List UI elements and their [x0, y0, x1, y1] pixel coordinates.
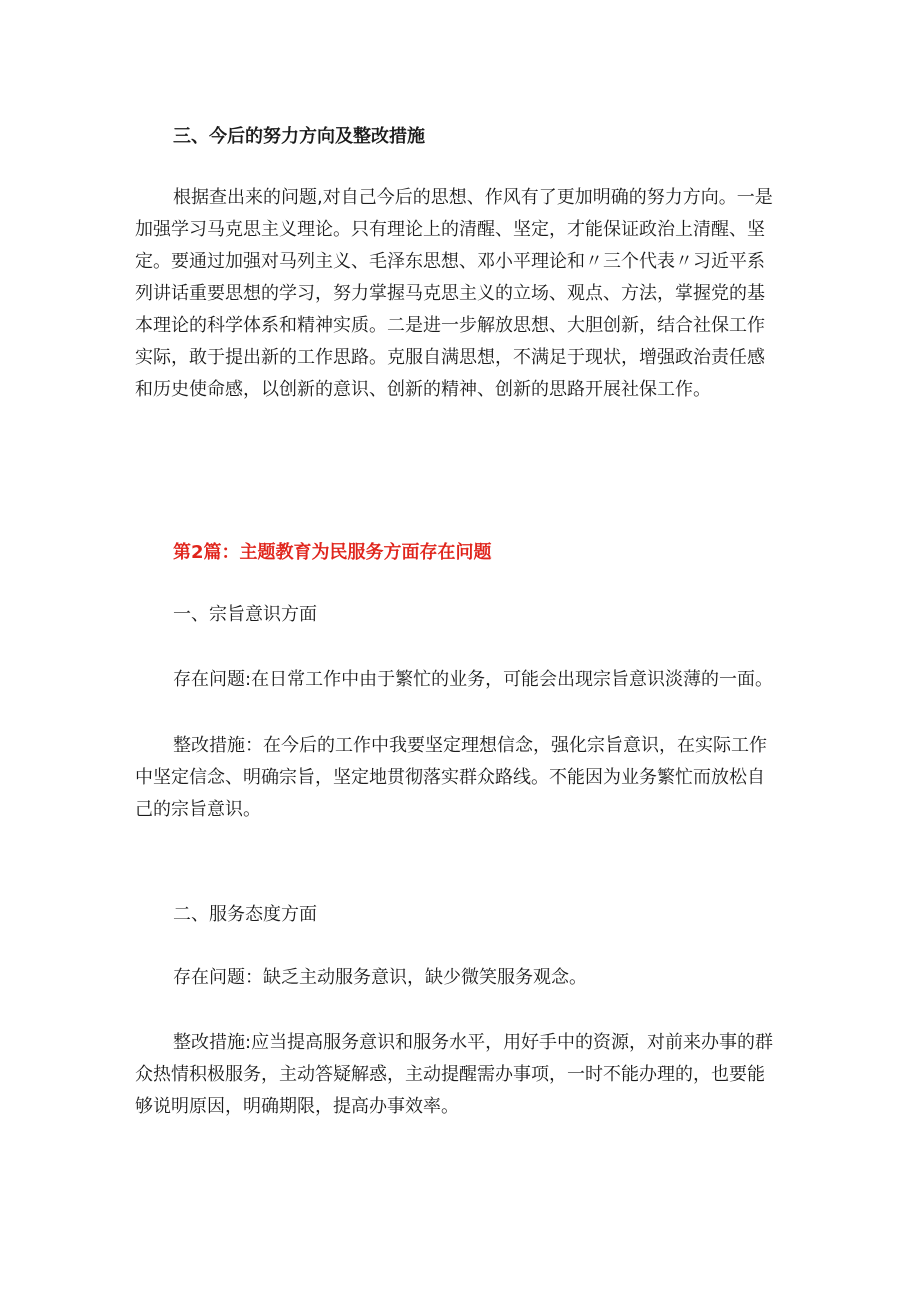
paragraph-line: 整改措施:应当提高服务意识和服务水平，用好手中的资源，对前来办事的群 [173, 1032, 774, 1053]
paragraph-line: 和历史使命感，以创新的意识、创新的精神、创新的思路开展社保工作。 [135, 379, 711, 400]
part2-measure [135, 1027, 795, 1123]
part1-heading: 一、宗旨意识方面 [173, 604, 317, 625]
part1-heading-block [135, 599, 795, 631]
paragraph-line: 众热情积极服务，主动答疑解惑，主动提醒需办事项，一时不能办理的，也要能 [135, 1064, 765, 1085]
part2-problem: 存在问题：缺乏主动服务意识，缺少微笑服务观念。 [173, 967, 587, 988]
paragraph-line: 根据查出来的问题,对自己今后的思想、作风有了更加明确的努力方向。一是 [173, 187, 773, 208]
part1-problem: 存在问题:在日常工作中由于繁忙的业务，可能会出现宗旨意识淡薄的一面。 [173, 669, 774, 690]
paragraph-line: 本理论的科学体系和精神实质。二是进一步解放思想、大胆创新，结合社保工作 [135, 315, 765, 336]
section3-paragraph [135, 182, 795, 406]
paragraph-line: 加强学习马克思主义理论。只有理论上的清醒、坚定，才能保证政治上清醒、坚 [135, 219, 765, 240]
part1-problem-block [135, 664, 795, 696]
part2-problem-block [135, 962, 795, 994]
part2-heading-block [135, 899, 795, 931]
paragraph-line: 整改措施：在今后的工作中我要坚定理想信念，强化宗旨意识，在实际工作 [173, 735, 767, 756]
paragraph-line: 列讲话重要思想的学习，努力掌握马克思主义的立场、观点、方法，掌握党的基 [135, 283, 765, 304]
paragraph-line: 中坚定信念、明确宗旨，坚定地贯彻落实群众路线。不能因为业务繁忙而放松自 [135, 767, 765, 788]
paragraph-line: 定。要通过加强对马列主义、毛泽东思想、邓小平理论和〃三个代表〃习近平系 [135, 251, 765, 272]
paragraph-line: 己的宗旨意识。 [135, 799, 261, 820]
paragraph-line: 实际，敢于提出新的工作思路。克服自满思想，不满足于现状，增强政治责任感 [135, 347, 765, 368]
section3-heading: 三、今后的努力方向及整改措施 [173, 126, 425, 147]
article2-title: 第2篇：主题教育为民服务方面存在问题 [173, 542, 492, 563]
part2-heading: 二、服务态度方面 [173, 904, 317, 925]
part1-measure [135, 730, 795, 826]
paragraph-line: 够说明原因，明确期限，提高办事效率。 [135, 1096, 459, 1117]
